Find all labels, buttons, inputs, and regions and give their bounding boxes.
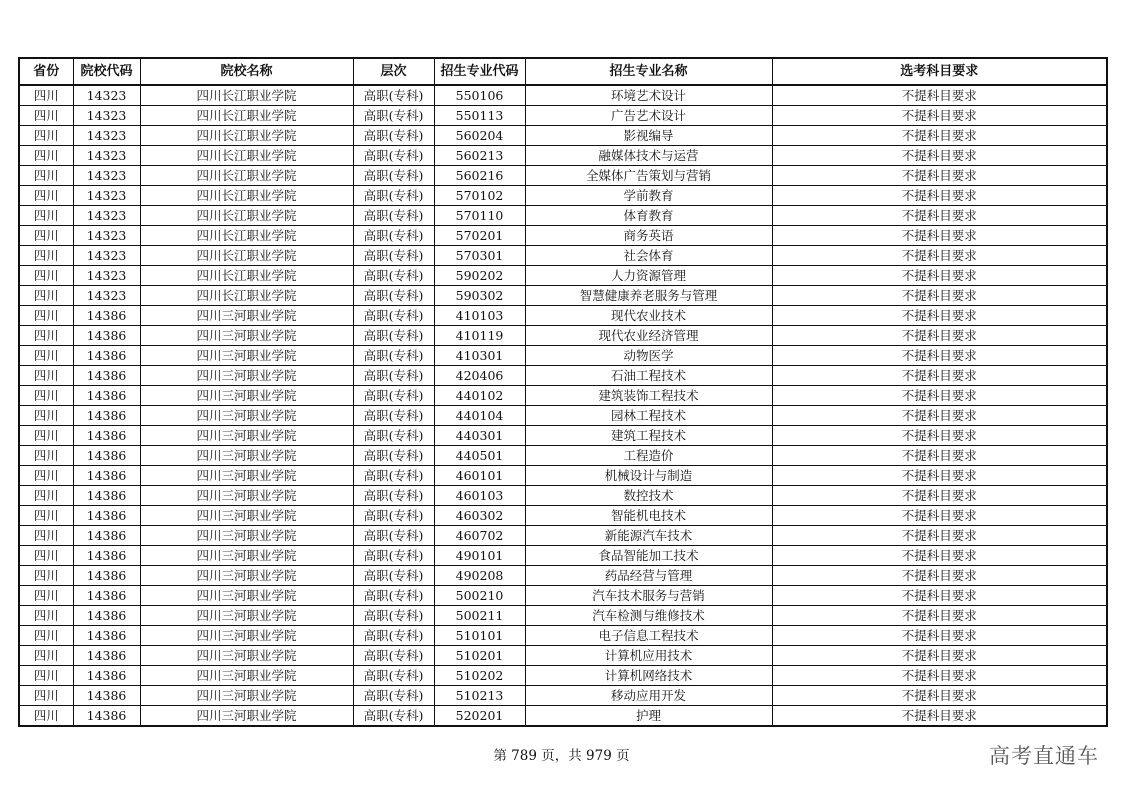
cell-school-name: 四川长江职业学院 [140,266,353,286]
cell-major-code: 560216 [434,166,525,186]
cell-major-code: 570201 [434,226,525,246]
cell-school-name: 四川三河职业学院 [140,686,353,706]
cell-province: 四川 [19,166,73,186]
cell-major-name: 建筑装饰工程技术 [525,386,772,406]
cell-school-code: 14386 [73,386,140,406]
table-row [19,586,1107,606]
cell-subject-requirement: 不提科目要求 [772,306,1107,326]
cell-school-code: 14323 [73,166,140,186]
cell-major-name: 广告艺术设计 [525,106,772,126]
cell-province: 四川 [19,546,73,566]
cell-school-name: 四川长江职业学院 [140,106,353,126]
cell-school-code: 14386 [73,546,140,566]
cell-province: 四川 [19,606,73,626]
cell-level: 高职(专科) [353,706,434,727]
cell-school-name: 四川三河职业学院 [140,606,353,626]
cell-level: 高职(专科) [353,486,434,506]
cell-level: 高职(专科) [353,366,434,386]
cell-school-code: 14386 [73,686,140,706]
cell-major-code: 500211 [434,606,525,626]
cell-major-name: 电子信息工程技术 [525,626,772,646]
cell-school-name: 四川三河职业学院 [140,346,353,366]
table-header-row [19,58,1107,85]
cell-level: 高职(专科) [353,386,434,406]
cell-major-name: 动物医学 [525,346,772,366]
table-row [19,506,1107,526]
cell-major-code: 410301 [434,346,525,366]
cell-level: 高职(专科) [353,146,434,166]
cell-school-code: 14386 [73,426,140,446]
cell-major-name: 计算机网络技术 [525,666,772,686]
cell-major-code: 490101 [434,546,525,566]
table-row [19,426,1107,446]
cell-subject-requirement: 不提科目要求 [772,386,1107,406]
cell-major-name: 现代农业经济管理 [525,326,772,346]
cell-subject-requirement: 不提科目要求 [772,486,1107,506]
cell-major-code: 460101 [434,466,525,486]
cell-school-code: 14386 [73,366,140,386]
cell-subject-requirement: 不提科目要求 [772,326,1107,346]
table-row [19,566,1107,586]
cell-level: 高职(专科) [353,526,434,546]
cell-level: 高职(专科) [353,266,434,286]
cell-level: 高职(专科) [353,106,434,126]
cell-school-code: 14386 [73,466,140,486]
cell-subject-requirement: 不提科目要求 [772,666,1107,686]
cell-level: 高职(专科) [353,166,434,186]
table-row [19,446,1107,466]
cell-level: 高职(专科) [353,466,434,486]
cell-school-code: 14386 [73,406,140,426]
cell-major-code: 440102 [434,386,525,406]
cell-subject-requirement: 不提科目要求 [772,226,1107,246]
cell-major-code: 460103 [434,486,525,506]
cell-major-name: 智慧健康养老服务与管理 [525,286,772,306]
cell-major-name: 移动应用开发 [525,686,772,706]
cell-school-code: 14386 [73,486,140,506]
table-row [19,306,1107,326]
cell-level: 高职(专科) [353,626,434,646]
cell-province: 四川 [19,466,73,486]
cell-level: 高职(专科) [353,566,434,586]
cell-level: 高职(专科) [353,686,434,706]
cell-subject-requirement: 不提科目要求 [772,85,1107,106]
header-major-name: 招生专业名称 [525,58,772,85]
table-row [19,246,1107,266]
cell-school-name: 四川长江职业学院 [140,126,353,146]
cell-school-name: 四川三河职业学院 [140,646,353,666]
enrollment-table-container [18,57,1106,727]
cell-school-name: 四川长江职业学院 [140,85,353,106]
cell-school-name: 四川三河职业学院 [140,306,353,326]
cell-subject-requirement: 不提科目要求 [772,646,1107,666]
cell-subject-requirement: 不提科目要求 [772,346,1107,366]
cell-level: 高职(专科) [353,426,434,446]
table-body [19,85,1107,726]
cell-subject-requirement: 不提科目要求 [772,286,1107,306]
enrollment-table [18,57,1108,727]
cell-level: 高职(专科) [353,406,434,426]
cell-province: 四川 [19,486,73,506]
cell-major-code: 560213 [434,146,525,166]
cell-province: 四川 [19,686,73,706]
table-row [19,546,1107,566]
cell-major-name: 智能机电技术 [525,506,772,526]
cell-school-name: 四川长江职业学院 [140,166,353,186]
cell-province: 四川 [19,186,73,206]
cell-level: 高职(专科) [353,666,434,686]
cell-subject-requirement: 不提科目要求 [772,366,1107,386]
cell-province: 四川 [19,506,73,526]
cell-province: 四川 [19,286,73,306]
cell-major-code: 460302 [434,506,525,526]
cell-school-code: 14386 [73,626,140,646]
cell-province: 四川 [19,626,73,646]
cell-subject-requirement: 不提科目要求 [772,186,1107,206]
cell-province: 四川 [19,446,73,466]
cell-major-code: 570102 [434,186,525,206]
table-row [19,186,1107,206]
table-row [19,606,1107,626]
cell-province: 四川 [19,126,73,146]
cell-major-name: 体育教育 [525,206,772,226]
cell-level: 高职(专科) [353,286,434,306]
cell-major-name: 新能源汽车技术 [525,526,772,546]
cell-province: 四川 [19,526,73,546]
cell-level: 高职(专科) [353,85,434,106]
cell-school-code: 14323 [73,226,140,246]
cell-school-code: 14386 [73,606,140,626]
cell-province: 四川 [19,266,73,286]
table-row [19,526,1107,546]
header-major-code: 招生专业代码 [434,58,525,85]
cell-province: 四川 [19,146,73,166]
table-row [19,486,1107,506]
cell-major-name: 园林工程技术 [525,406,772,426]
cell-level: 高职(专科) [353,306,434,326]
cell-school-name: 四川长江职业学院 [140,286,353,306]
cell-school-name: 四川三河职业学院 [140,486,353,506]
cell-province: 四川 [19,206,73,226]
cell-level: 高职(专科) [353,546,434,566]
table-row [19,386,1107,406]
table-row [19,666,1107,686]
table-row [19,146,1107,166]
cell-major-code: 510201 [434,646,525,666]
cell-province: 四川 [19,246,73,266]
cell-major-code: 510101 [434,626,525,646]
cell-province: 四川 [19,85,73,106]
cell-school-name: 四川三河职业学院 [140,706,353,727]
cell-school-code: 14386 [73,666,140,686]
cell-major-code: 440104 [434,406,525,426]
cell-province: 四川 [19,566,73,586]
cell-school-code: 14323 [73,206,140,226]
cell-level: 高职(专科) [353,346,434,366]
cell-subject-requirement: 不提科目要求 [772,466,1107,486]
cell-school-name: 四川三河职业学院 [140,366,353,386]
table-row [19,326,1107,346]
cell-school-code: 14323 [73,146,140,166]
cell-school-code: 14323 [73,106,140,126]
cell-school-code: 14323 [73,126,140,146]
cell-major-name: 融媒体技术与运营 [525,146,772,166]
cell-school-name: 四川长江职业学院 [140,226,353,246]
cell-major-name: 社会体育 [525,246,772,266]
header-school-name: 院校名称 [140,58,353,85]
cell-level: 高职(专科) [353,206,434,226]
table-row [19,646,1107,666]
header-subject-requirement: 选考科目要求 [772,58,1107,85]
cell-province: 四川 [19,666,73,686]
cell-school-code: 14386 [73,346,140,366]
cell-school-code: 14323 [73,186,140,206]
cell-level: 高职(专科) [353,446,434,466]
cell-subject-requirement: 不提科目要求 [772,506,1107,526]
cell-major-name: 建筑工程技术 [525,426,772,446]
cell-subject-requirement: 不提科目要求 [772,166,1107,186]
cell-subject-requirement: 不提科目要求 [772,686,1107,706]
cell-major-code: 560204 [434,126,525,146]
cell-major-name: 数控技术 [525,486,772,506]
cell-school-code: 14386 [73,706,140,727]
cell-school-code: 14386 [73,506,140,526]
cell-school-name: 四川三河职业学院 [140,666,353,686]
cell-major-name: 食品智能加工技术 [525,546,772,566]
cell-major-name: 人力资源管理 [525,266,772,286]
header-province: 省份 [19,58,73,85]
cell-subject-requirement: 不提科目要求 [772,106,1107,126]
cell-level: 高职(专科) [353,126,434,146]
page-number: 第 789 页，共 979 页 [493,748,630,764]
cell-province: 四川 [19,366,73,386]
cell-province: 四川 [19,586,73,606]
table-row [19,126,1107,146]
cell-major-name: 汽车技术服务与营销 [525,586,772,606]
cell-province: 四川 [19,106,73,126]
cell-subject-requirement: 不提科目要求 [772,626,1107,646]
table-row [19,286,1107,306]
cell-school-name: 四川三河职业学院 [140,526,353,546]
cell-major-code: 420406 [434,366,525,386]
cell-school-name: 四川三河职业学院 [140,466,353,486]
cell-major-code: 410103 [434,306,525,326]
cell-province: 四川 [19,706,73,727]
cell-major-name: 机械设计与制造 [525,466,772,486]
cell-school-code: 14323 [73,266,140,286]
cell-subject-requirement: 不提科目要求 [772,586,1107,606]
table-row [19,85,1107,106]
table-row [19,346,1107,366]
cell-province: 四川 [19,646,73,666]
table-row [19,626,1107,646]
cell-level: 高职(专科) [353,226,434,246]
cell-major-name: 环境艺术设计 [525,85,772,106]
cell-subject-requirement: 不提科目要求 [772,206,1107,226]
cell-province: 四川 [19,406,73,426]
table-row [19,106,1107,126]
cell-level: 高职(专科) [353,186,434,206]
cell-major-name: 影视编导 [525,126,772,146]
table-row [19,406,1107,426]
cell-major-code: 590202 [434,266,525,286]
cell-school-code: 14386 [73,646,140,666]
cell-school-code: 14386 [73,446,140,466]
cell-level: 高职(专科) [353,246,434,266]
cell-province: 四川 [19,226,73,246]
cell-major-code: 440301 [434,426,525,446]
cell-subject-requirement: 不提科目要求 [772,566,1107,586]
cell-major-code: 550106 [434,85,525,106]
cell-school-code: 14323 [73,85,140,106]
cell-school-code: 14386 [73,586,140,606]
cell-school-code: 14386 [73,566,140,586]
cell-school-code: 14386 [73,326,140,346]
cell-major-name: 石油工程技术 [525,366,772,386]
cell-subject-requirement: 不提科目要求 [772,446,1107,466]
cell-school-name: 四川长江职业学院 [140,186,353,206]
cell-school-name: 四川三河职业学院 [140,566,353,586]
cell-major-code: 490208 [434,566,525,586]
cell-major-name: 商务英语 [525,226,772,246]
cell-province: 四川 [19,306,73,326]
cell-major-name: 药品经营与管理 [525,566,772,586]
cell-school-name: 四川长江职业学院 [140,246,353,266]
table-row [19,166,1107,186]
table-row [19,706,1107,727]
cell-level: 高职(专科) [353,586,434,606]
header-level: 层次 [353,58,434,85]
table-row [19,466,1107,486]
table-row [19,686,1107,706]
table-row [19,226,1107,246]
table-row [19,266,1107,286]
cell-level: 高职(专科) [353,506,434,526]
cell-school-name: 四川三河职业学院 [140,426,353,446]
header-school-code: 院校代码 [73,58,140,85]
cell-major-code: 410119 [434,326,525,346]
cell-major-name: 计算机应用技术 [525,646,772,666]
cell-subject-requirement: 不提科目要求 [772,406,1107,426]
cell-major-code: 590302 [434,286,525,306]
cell-province: 四川 [19,346,73,366]
cell-level: 高职(专科) [353,606,434,626]
table-row [19,366,1107,386]
cell-level: 高职(专科) [353,326,434,346]
cell-province: 四川 [19,426,73,446]
cell-school-code: 14323 [73,286,140,306]
cell-major-code: 460702 [434,526,525,546]
cell-school-name: 四川三河职业学院 [140,506,353,526]
cell-subject-requirement: 不提科目要求 [772,426,1107,446]
cell-subject-requirement: 不提科目要求 [772,126,1107,146]
cell-school-code: 14386 [73,526,140,546]
cell-school-code: 14386 [73,306,140,326]
cell-major-code: 570110 [434,206,525,226]
cell-level: 高职(专科) [353,646,434,666]
cell-subject-requirement: 不提科目要求 [772,246,1107,266]
cell-school-name: 四川三河职业学院 [140,586,353,606]
cell-subject-requirement: 不提科目要求 [772,606,1107,626]
cell-school-name: 四川三河职业学院 [140,626,353,646]
cell-province: 四川 [19,386,73,406]
cell-major-code: 500210 [434,586,525,606]
cell-school-name: 四川三河职业学院 [140,406,353,426]
cell-school-name: 四川长江职业学院 [140,206,353,226]
cell-major-name: 全媒体广告策划与营销 [525,166,772,186]
cell-major-code: 440501 [434,446,525,466]
table-row [19,206,1107,226]
cell-subject-requirement: 不提科目要求 [772,706,1107,727]
cell-major-name: 学前教育 [525,186,772,206]
cell-major-code: 570301 [434,246,525,266]
cell-major-name: 护理 [525,706,772,727]
cell-school-name: 四川三河职业学院 [140,386,353,406]
cell-province: 四川 [19,326,73,346]
cell-school-name: 四川三河职业学院 [140,326,353,346]
cell-major-name: 现代农业技术 [525,306,772,326]
cell-subject-requirement: 不提科目要求 [772,546,1107,566]
cell-subject-requirement: 不提科目要求 [772,526,1107,546]
watermark-logo-text: 高考直通车 [989,744,1099,768]
cell-school-name: 四川三河职业学院 [140,446,353,466]
cell-major-code: 550113 [434,106,525,126]
cell-school-code: 14323 [73,246,140,266]
cell-subject-requirement: 不提科目要求 [772,266,1107,286]
cell-major-code: 510202 [434,666,525,686]
cell-subject-requirement: 不提科目要求 [772,146,1107,166]
cell-major-code: 510213 [434,686,525,706]
cell-major-code: 520201 [434,706,525,727]
cell-school-name: 四川长江职业学院 [140,146,353,166]
cell-major-name: 汽车检测与维修技术 [525,606,772,626]
cell-school-name: 四川三河职业学院 [140,546,353,566]
cell-major-name: 工程造价 [525,446,772,466]
